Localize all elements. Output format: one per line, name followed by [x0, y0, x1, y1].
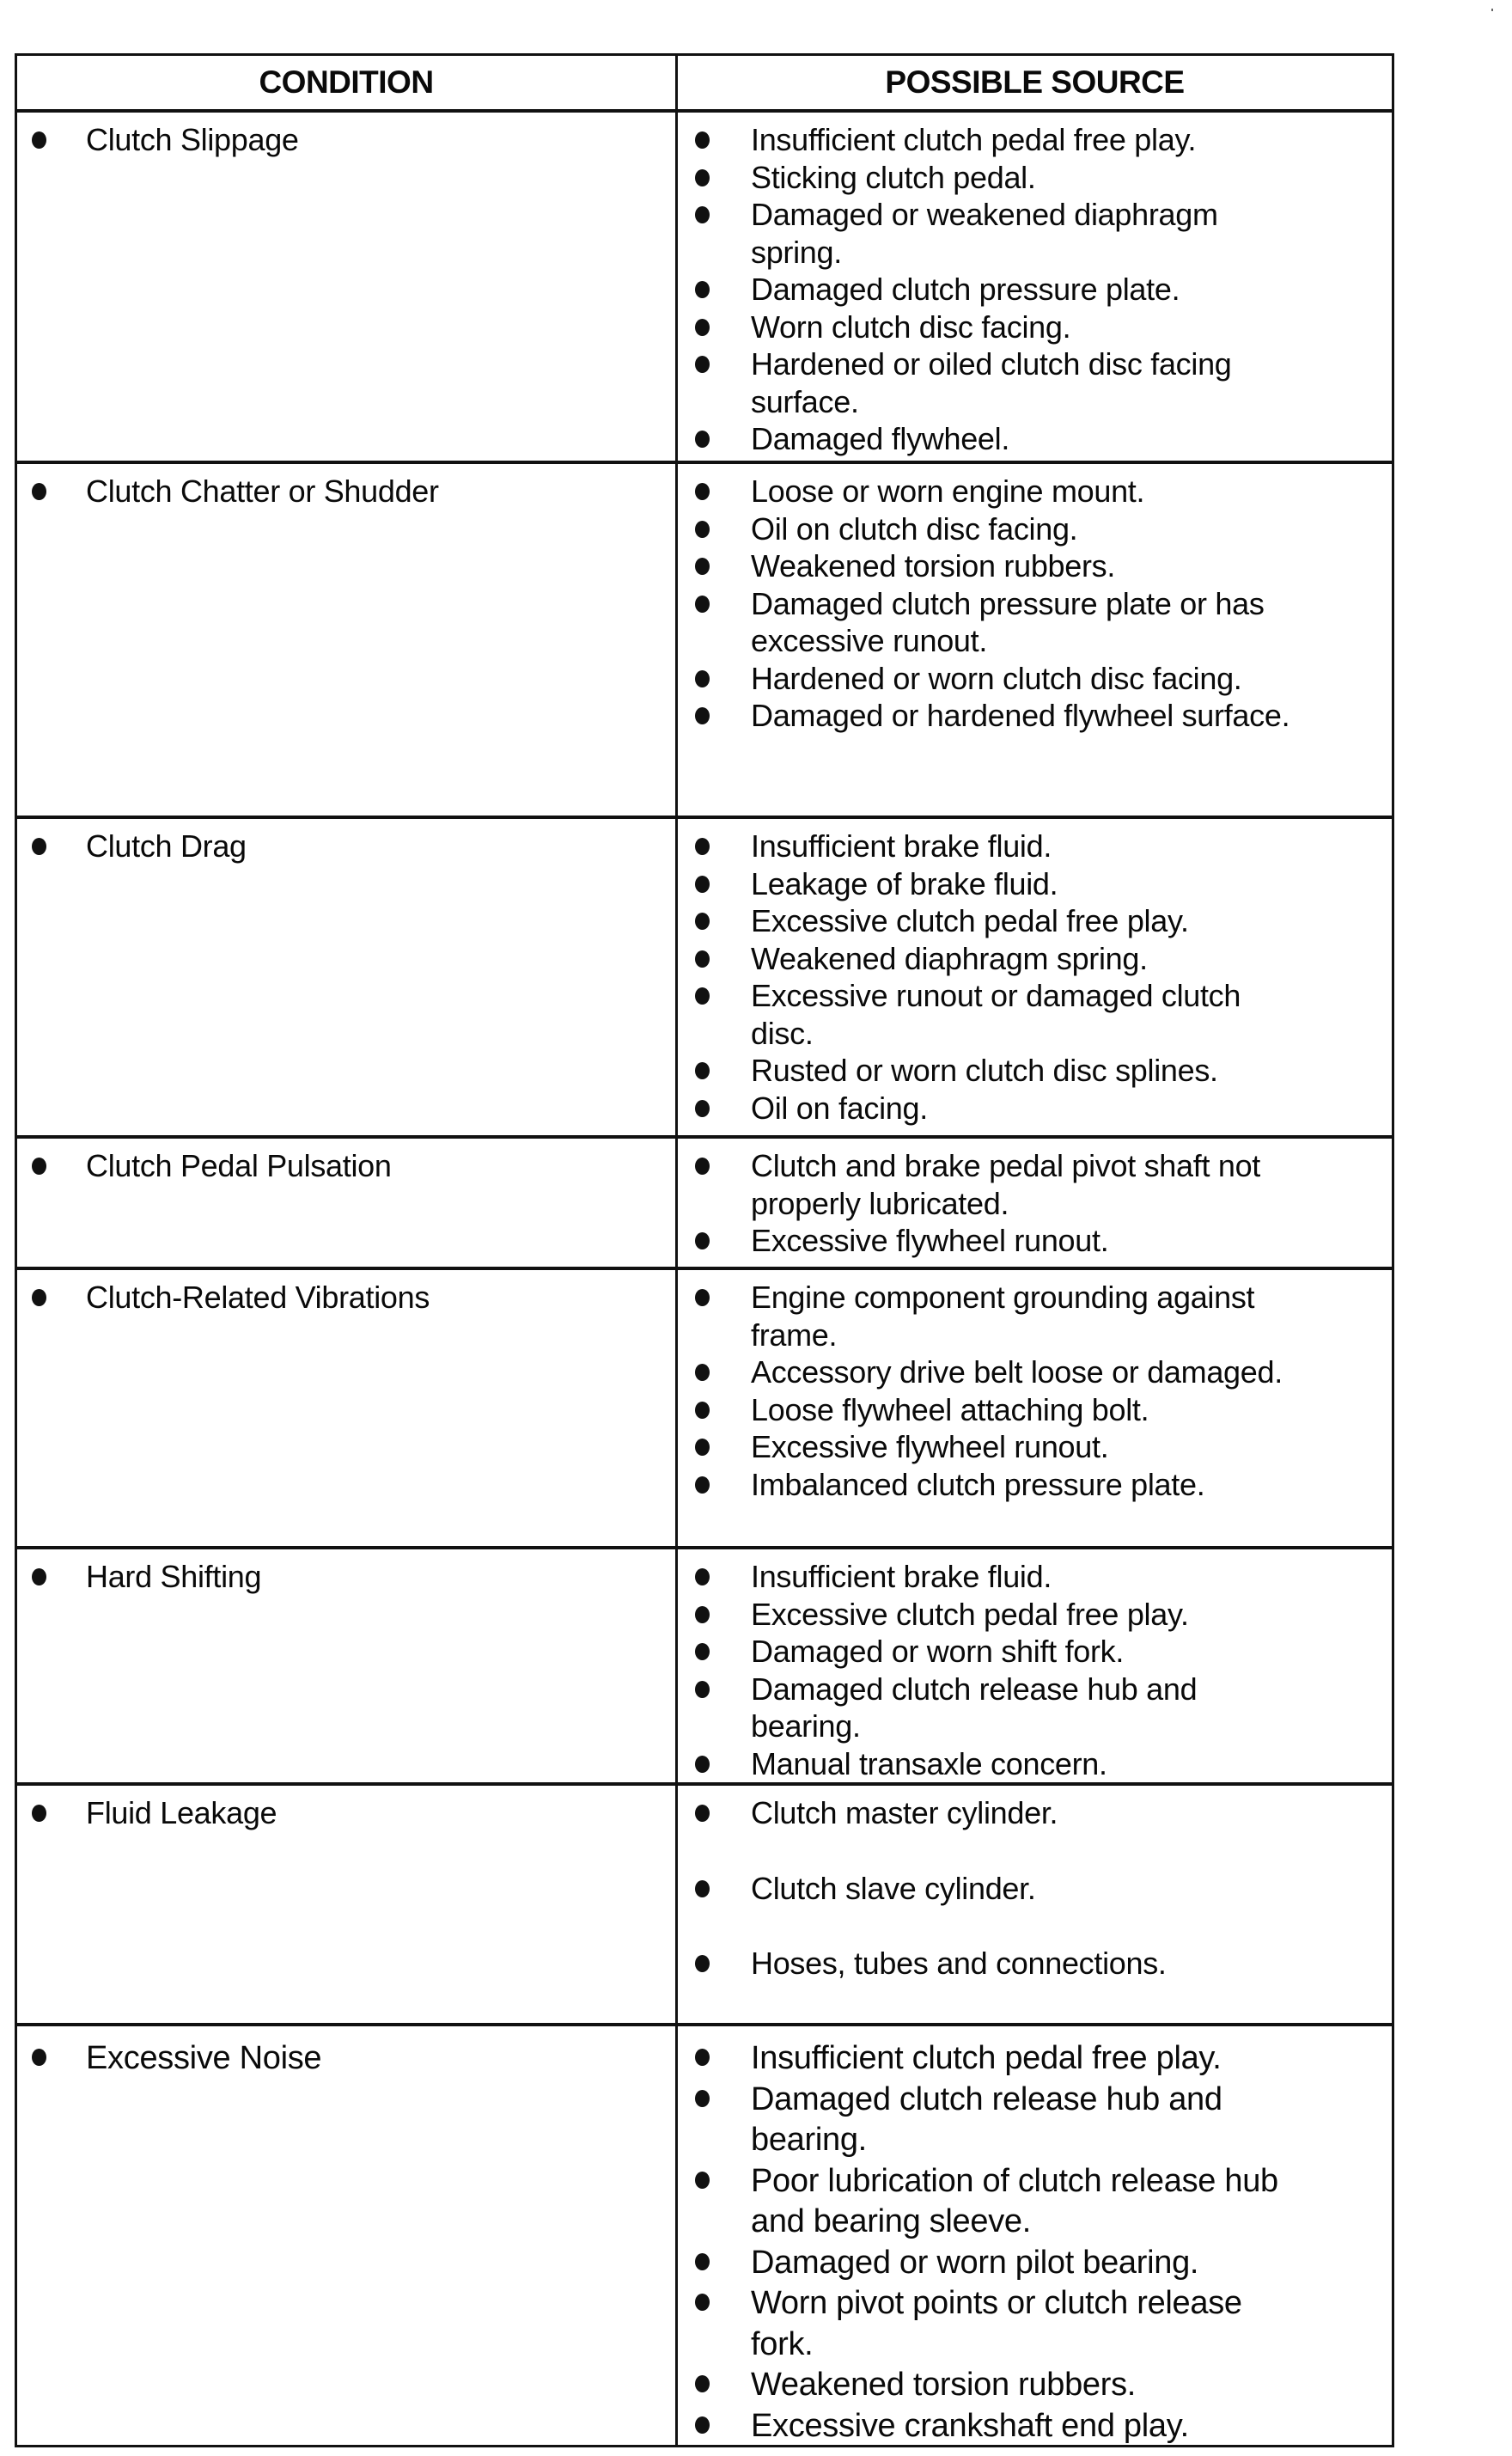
bullet-icon [695, 1955, 710, 1972]
bullet-icon [32, 131, 46, 149]
table-row [17, 1139, 1392, 1270]
source-text: Clutch slave cylinder. [751, 1870, 1036, 1906]
source-text: Leakage of brake fluid. [751, 865, 1058, 901]
source-text: Damaged or weakened diaphragm spring. [751, 197, 1218, 270]
source-list [678, 1549, 1392, 1782]
bullet-icon [32, 1158, 46, 1175]
bullet-icon [695, 2090, 710, 2107]
bullet-icon [695, 483, 710, 500]
source-text: Insufficient brake fluid. [751, 828, 1052, 864]
bullet-icon [695, 1568, 710, 1585]
source-list [678, 113, 1392, 458]
source-list [678, 1139, 1392, 1260]
bullet-icon [695, 558, 710, 575]
table-row [17, 2026, 1392, 2445]
condition-item [32, 473, 439, 510]
source-list [678, 1270, 1392, 1503]
source-item [695, 1090, 1392, 1127]
source-text: Imbalanced clutch pressure plate. [751, 1466, 1205, 1502]
condition-cell [17, 819, 678, 1135]
bullet-icon [695, 707, 710, 724]
source-cell [678, 2026, 1392, 2445]
source-text: Hardened or worn clutch disc facing. [751, 660, 1242, 696]
source-cell [678, 1786, 1392, 2023]
bullet-icon [695, 1880, 710, 1897]
source-text: Loose flywheel attaching bolt. [751, 1391, 1149, 1427]
source-item [695, 1428, 1392, 1466]
bullet-icon [695, 2294, 710, 2311]
troubleshooting-table [15, 53, 1394, 2447]
source-text: Hoses, tubes and connections. [751, 1946, 1167, 1981]
source-text: Damaged clutch release hub and bearing. [751, 2080, 1222, 2158]
bullet-icon [695, 319, 710, 336]
source-item [695, 865, 1392, 903]
source-item [695, 2161, 1392, 2243]
bullet-icon [695, 281, 710, 298]
source-list [678, 2026, 1392, 2447]
table-row [17, 1786, 1392, 2026]
bullet-icon [695, 1606, 710, 1623]
bullet-icon [695, 2416, 710, 2434]
source-text: Excessive crankshaft end play. [751, 2407, 1189, 2444]
condition-item [32, 2038, 321, 2080]
bullet-icon [695, 1062, 710, 1079]
bullet-icon [32, 2049, 46, 2066]
source-item [695, 1052, 1392, 1090]
source-text: Hardened or oiled clutch disc facing surface. [751, 346, 1232, 419]
condition-text: Excessive Noise [86, 2040, 322, 2076]
condition-text: Fluid Leakage [86, 1795, 277, 1830]
bullet-icon [695, 1681, 710, 1698]
condition-cell [17, 1270, 678, 1546]
source-text: Damaged clutch pressure plate or has excessive runout. [751, 585, 1265, 658]
bullet-icon [695, 1643, 710, 1660]
source-text: Worn pivot points or clutch release fork. [751, 2285, 1242, 2362]
bullet-icon [695, 838, 710, 855]
source-item [695, 1222, 1392, 1260]
source-text: Engine component grounding against frame. [751, 1280, 1255, 1353]
bullet-icon [32, 1289, 46, 1306]
source-item [695, 2243, 1392, 2284]
source-cell [678, 1139, 1392, 1267]
source-text: Sticking clutch pedal. [751, 159, 1036, 195]
bullet-icon [695, 356, 710, 373]
bullet-icon [695, 1100, 710, 1117]
source-text: Weakened diaphragm spring. [751, 940, 1148, 976]
source-list [678, 819, 1392, 1127]
source-text: Damaged or worn shift fork. [751, 1634, 1125, 1669]
source-item [695, 1391, 1392, 1429]
source-text: Damaged flywheel. [751, 421, 1010, 456]
source-item [695, 697, 1392, 735]
bullet-icon [695, 913, 710, 930]
source-cell [678, 1270, 1392, 1546]
table-row [17, 819, 1392, 1139]
source-item [695, 828, 1392, 865]
header-possible-source: POSSIBLE SOURCE [885, 64, 1185, 100]
source-item [695, 309, 1392, 346]
source-cell [678, 1549, 1392, 1782]
source-text: Excessive runout or damaged clutch disc. [751, 978, 1241, 1051]
condition-cell [17, 1549, 678, 1782]
condition-text: Hard Shifting [86, 1559, 262, 1594]
condition-text: Clutch Pedal Pulsation [86, 1148, 392, 1183]
source-item [695, 977, 1392, 1052]
condition-cell [17, 2026, 678, 2445]
condition-cell [17, 1786, 678, 2023]
source-text: Excessive clutch pedal free play. [751, 903, 1189, 938]
condition-item [32, 1279, 430, 1317]
source-item [695, 1466, 1392, 1504]
source-list [678, 1786, 1392, 1983]
bullet-icon [695, 1158, 710, 1175]
source-text: Insufficient clutch pedal free play. [751, 122, 1197, 157]
bullet-icon [695, 2049, 710, 2066]
source-text: Accessory drive belt loose or damaged. [751, 1354, 1283, 1390]
bullet-icon [32, 483, 46, 500]
bullet-icon [695, 1476, 710, 1494]
bullet-icon [695, 1805, 710, 1822]
source-text: Manual transaxle concern. [751, 1745, 1107, 1781]
bullet-icon [695, 876, 710, 893]
source-item [695, 1353, 1392, 1391]
source-text: Damaged or worn pilot bearing. [751, 2244, 1199, 2281]
condition-item [32, 1147, 392, 1185]
source-text: Insufficient clutch pedal free play. [751, 2040, 1222, 2076]
condition-item [32, 121, 299, 159]
source-text: Damaged clutch release hub and bearing. [751, 1671, 1198, 1744]
source-item [695, 585, 1392, 660]
bullet-icon [695, 2172, 710, 2189]
bullet-icon [695, 1364, 710, 1381]
bullet-icon [695, 521, 710, 538]
condition-cell [17, 464, 678, 816]
table-row [17, 464, 1392, 819]
source-item [695, 345, 1392, 420]
bullet-icon [695, 131, 710, 149]
source-cell [678, 113, 1392, 461]
bullet-icon [695, 431, 710, 448]
source-item [695, 159, 1392, 197]
source-item [695, 2365, 1392, 2406]
source-item [695, 660, 1392, 698]
source-text: Poor lubrication of clutch release hub and bearing sleeve. [751, 2162, 1278, 2239]
source-text: Clutch and brake pedal pivot shaft not properly lubricated. [751, 1148, 1260, 1221]
source-text: Damaged clutch pressure plate. [751, 272, 1180, 307]
source-text: Oil on clutch disc facing. [751, 510, 1078, 547]
source-cell [678, 819, 1392, 1135]
source-item [695, 1745, 1392, 1783]
source-text: Insufficient brake fluid. [751, 1559, 1052, 1594]
source-item [695, 1945, 1392, 1983]
source-item [695, 420, 1392, 458]
source-item [695, 547, 1392, 585]
source-cell [678, 464, 1392, 816]
bullet-icon [695, 2253, 710, 2270]
source-item [695, 2406, 1392, 2447]
source-text: Clutch master cylinder. [751, 1795, 1058, 1830]
condition-item [32, 828, 247, 865]
source-text: Damaged or hardened flywheel surface. [751, 698, 1290, 733]
source-item [695, 510, 1392, 548]
source-item [695, 271, 1392, 309]
condition-item [32, 1794, 277, 1832]
source-item [695, 2080, 1392, 2161]
source-item [695, 196, 1392, 271]
source-item [695, 940, 1392, 978]
source-text: Rusted or worn clutch disc splines. [751, 1053, 1218, 1088]
source-text: Oil on facing. [751, 1090, 928, 1126]
condition-text: Clutch Slippage [86, 122, 299, 157]
source-text: Loose or worn engine mount. [751, 473, 1145, 509]
source-item [695, 1794, 1392, 1832]
bullet-icon [695, 670, 710, 687]
source-text: Excessive flywheel runout. [751, 1223, 1109, 1258]
bullet-icon [695, 950, 710, 968]
bullet-icon [32, 1568, 46, 1585]
bullet-icon [695, 169, 710, 186]
source-text: Weakened torsion rubbers. [751, 548, 1116, 583]
source-item [695, 1279, 1392, 1353]
bullet-icon [695, 1756, 710, 1773]
source-item [695, 1671, 1392, 1745]
source-item [695, 2283, 1392, 2365]
bullet-icon [695, 1439, 710, 1456]
source-text: Worn clutch disc facing. [751, 309, 1071, 345]
source-item [695, 473, 1392, 510]
table-row [17, 1549, 1392, 1786]
source-item [695, 902, 1392, 940]
source-list [678, 464, 1392, 735]
source-item [695, 1558, 1392, 1596]
header-condition: CONDITION [17, 56, 678, 109]
bullet-icon [695, 987, 710, 1005]
bullet-icon [695, 1232, 710, 1249]
source-item [695, 1633, 1392, 1671]
bullet-icon [695, 206, 710, 223]
source-item [695, 2038, 1392, 2080]
condition-cell [17, 1139, 678, 1267]
source-item [695, 1596, 1392, 1634]
source-item [695, 1870, 1392, 1908]
condition-text: Clutch Drag [86, 828, 247, 864]
scan-speck [1491, 9, 1493, 11]
bullet-icon [695, 596, 710, 613]
source-item [695, 121, 1392, 159]
table-row [17, 113, 1392, 464]
condition-text: Clutch Chatter or Shudder [86, 473, 439, 509]
bullet-icon [695, 1289, 710, 1306]
bullet-icon [695, 2375, 710, 2392]
condition-cell [17, 113, 678, 461]
bullet-icon [32, 838, 46, 855]
source-item [695, 1147, 1392, 1222]
table-header-row [17, 56, 1392, 113]
source-text: Weakened torsion rubbers. [751, 2367, 1137, 2403]
condition-text: Clutch-Related Vibrations [86, 1280, 430, 1315]
source-text: Excessive flywheel runout. [751, 1429, 1109, 1464]
source-text: Excessive clutch pedal free play. [751, 1596, 1189, 1632]
table-row [17, 1270, 1392, 1549]
condition-item [32, 1558, 261, 1596]
bullet-icon [695, 1402, 710, 1419]
bullet-icon [32, 1805, 46, 1822]
